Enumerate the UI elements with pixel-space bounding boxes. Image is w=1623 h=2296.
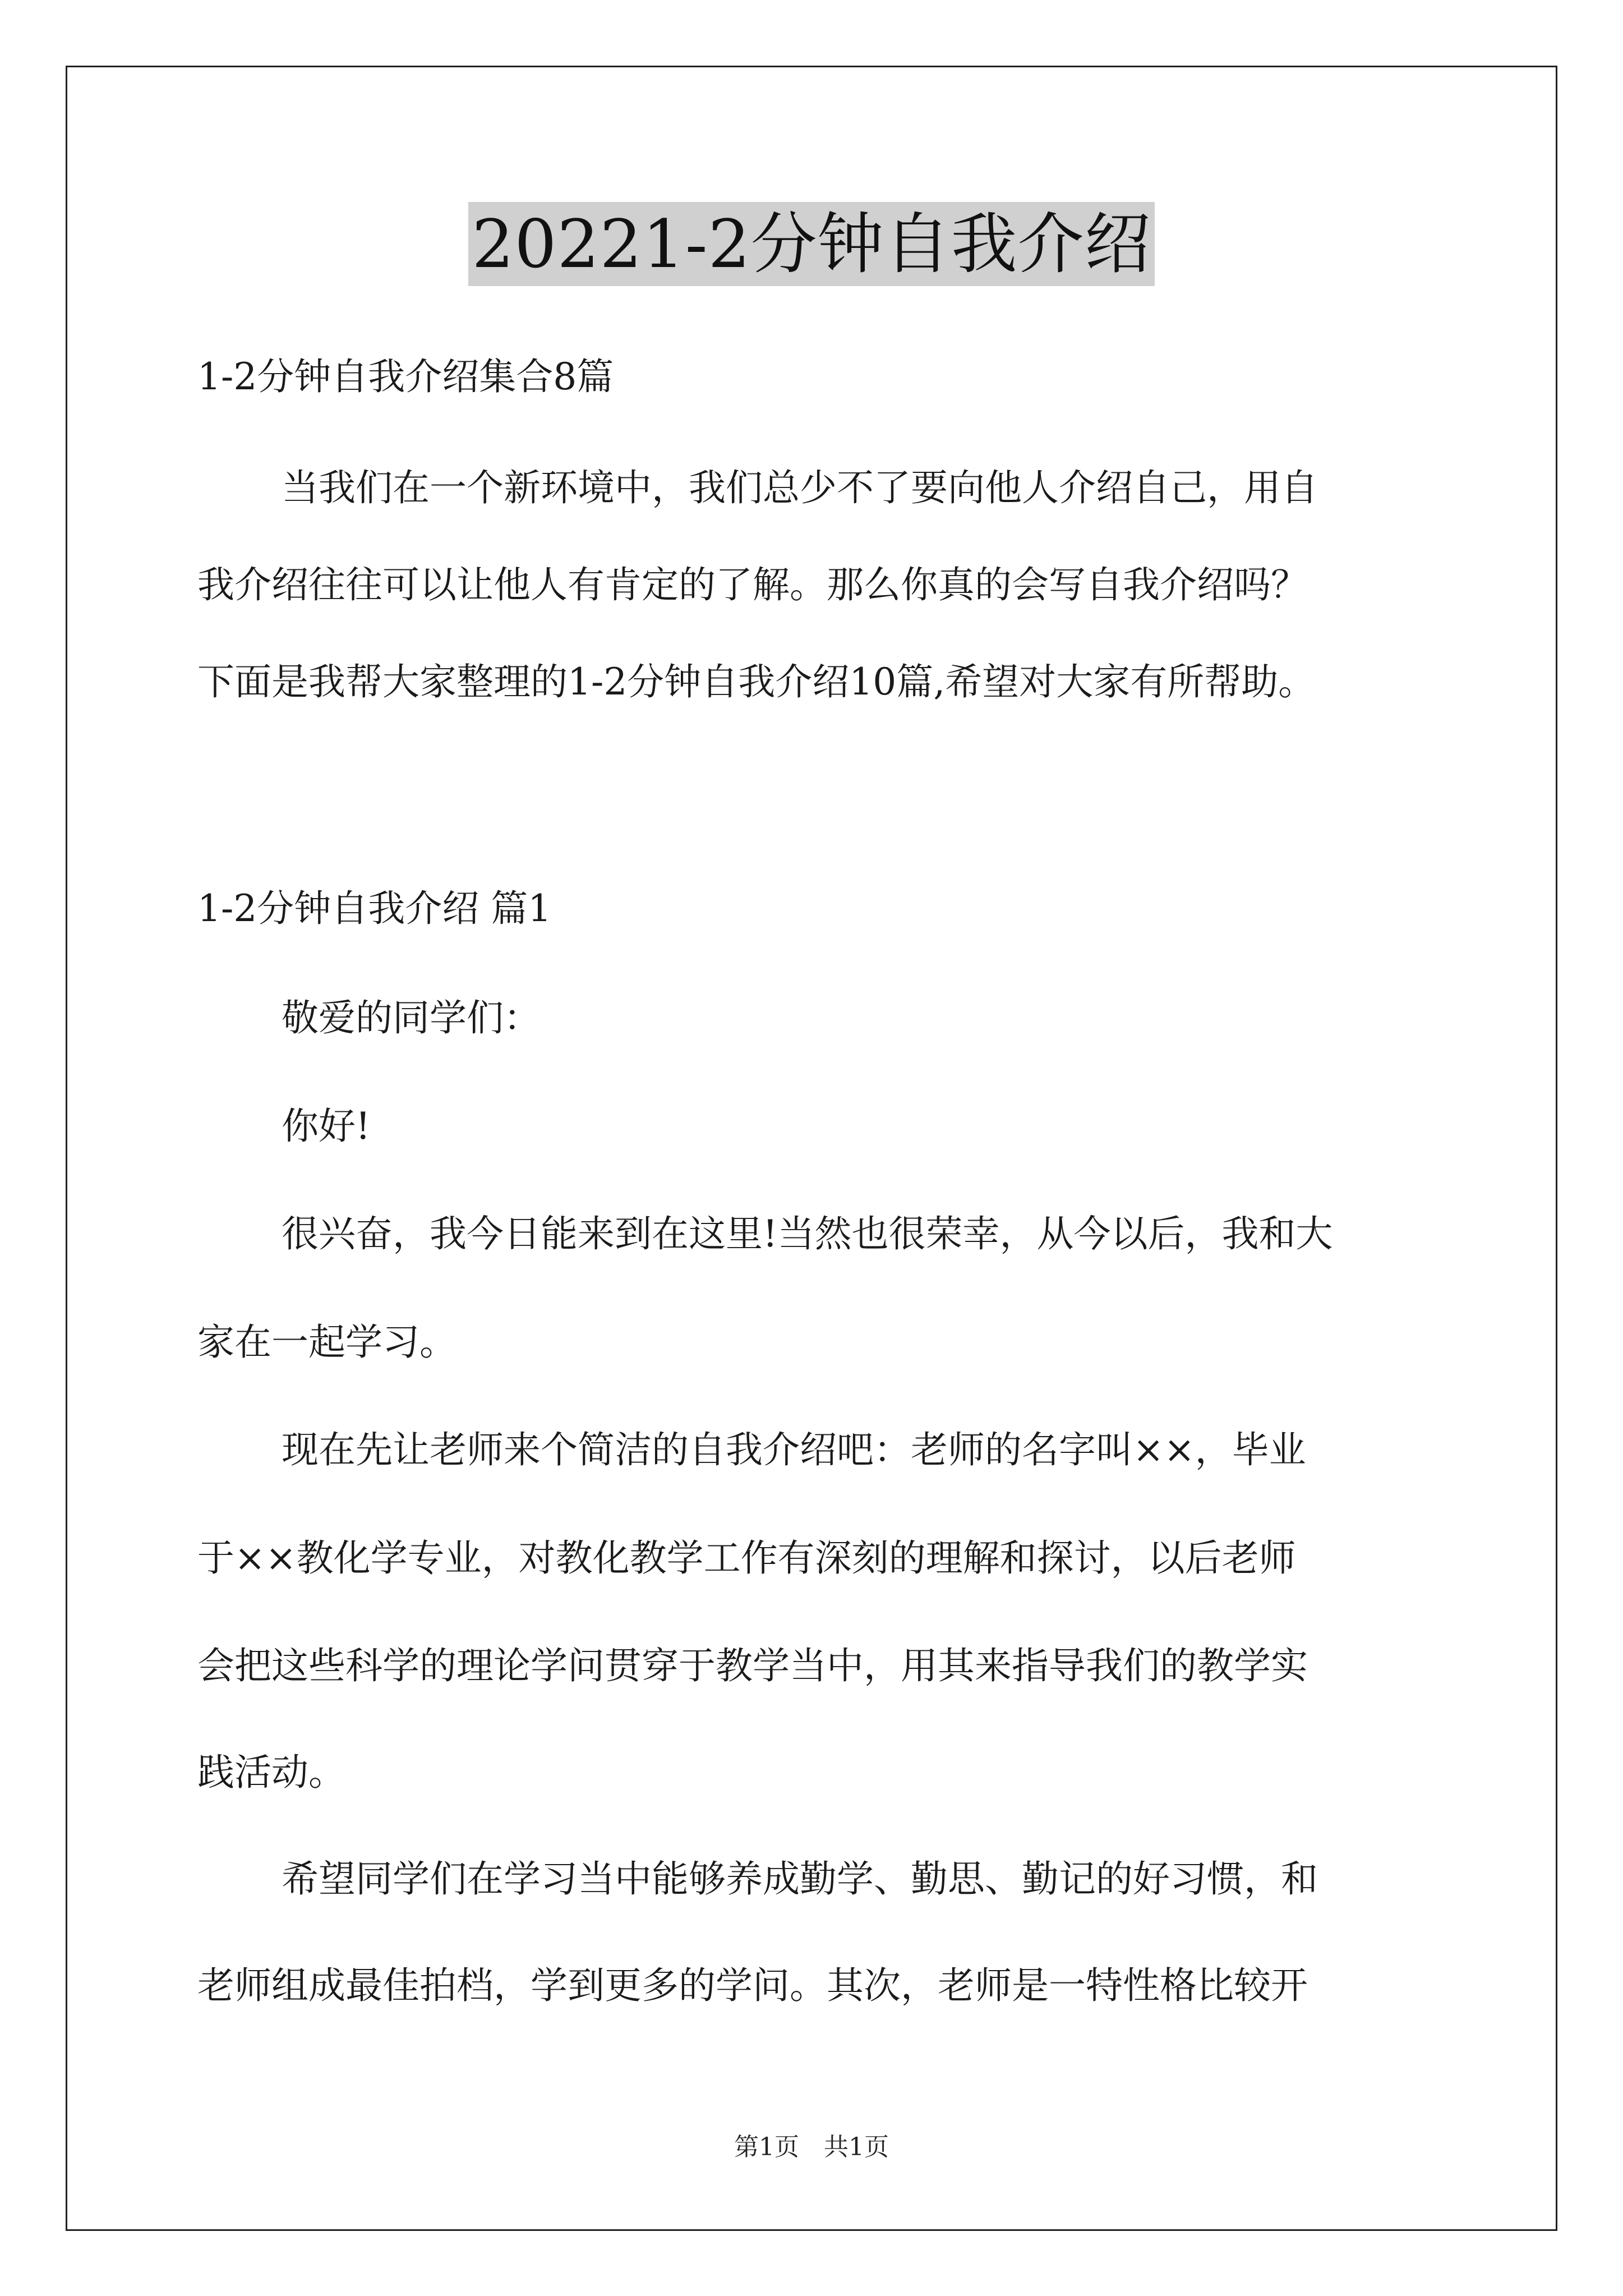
paragraph-line: 下面是我帮大家整理的1-2分钟自我介绍10篇,希望对大家有所帮助。: [197, 660, 1316, 703]
paragraph-line: 现在先让老师来个简洁的自我介绍吧：老师的名字叫××，毕业: [282, 1428, 1306, 1471]
paragraph-line: 践活动。: [197, 1751, 345, 1794]
paragraph-line: 敬爱的同学们：: [282, 996, 541, 1039]
page-footer: 第1页 共1页: [734, 2133, 889, 2161]
paragraph-line: 你好!: [282, 1105, 371, 1148]
subtitle-line: 1-2分钟自我介绍集合8篇: [197, 355, 614, 398]
paragraph-line: 家在一起学习。: [197, 1320, 457, 1364]
paragraph-line: 老师组成最佳拍档，学到更多的学问。其次，老师是一特性格比较开: [197, 1964, 1308, 2007]
title-container: [0, 202, 1623, 286]
paragraph-line: 会把这些科学的理论学问贯穿于教学当中，用其来指导我们的教学实: [197, 1644, 1308, 1687]
paragraph-line: 于××教化学专业，对教化教学工作有深刻的理解和探讨，以后老师: [197, 1536, 1296, 1580]
section-heading: 1-2分钟自我介绍 篇1: [197, 887, 552, 930]
paragraph-line: 很兴奋，我今日能来到在这里!当然也很荣幸，从今以后，我和大: [282, 1212, 1333, 1255]
paragraph-line: 我介绍往往可以让他人有肯定的了解。那么你真的会写自我介绍吗？: [197, 563, 1308, 606]
document-title: 20221-2分钟自我介绍: [468, 202, 1154, 286]
paragraph-line: 希望同学们在学习当中能够养成勤学、勤思、勤记的好习惯，和: [282, 1857, 1318, 1901]
paragraph-line: 当我们在一个新环境中，我们总少不了要向他人介绍自己，用自: [282, 466, 1318, 509]
